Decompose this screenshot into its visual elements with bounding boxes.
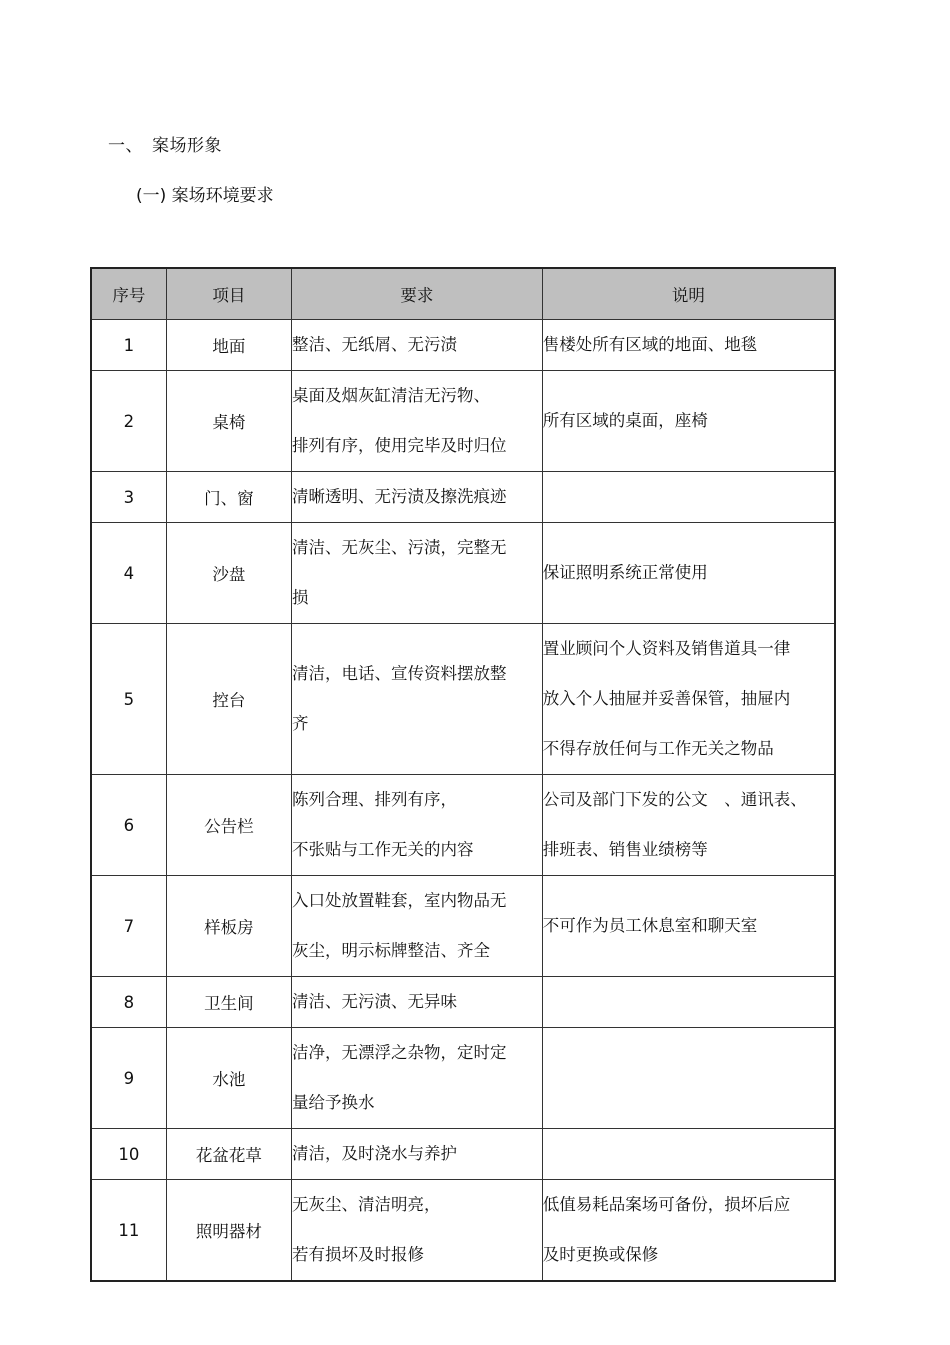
row-item: 照明器材 xyxy=(166,1180,291,1282)
row-note xyxy=(542,775,835,876)
row-item: 卫生间 xyxy=(166,977,291,1028)
table-row xyxy=(91,1028,835,1129)
requirements-table xyxy=(90,267,836,1282)
header-number: 序号 xyxy=(91,268,166,320)
row-requirement xyxy=(292,624,543,775)
header-item: 项目 xyxy=(166,268,291,320)
requirement-line: 清洁，电话、宣传资料摆放整 xyxy=(292,664,507,683)
requirement-line: 齐 xyxy=(292,714,309,733)
row-note xyxy=(542,523,835,624)
requirement-line: 清洁、无灰尘、污渍，完整无 xyxy=(292,538,507,557)
header-note: 说明 xyxy=(542,268,835,320)
requirement-line: 清洁，及时浇水与养护 xyxy=(292,1144,458,1163)
row-item: 沙盘 xyxy=(166,523,291,624)
section-heading xyxy=(108,131,222,156)
row-item: 水池 xyxy=(166,1028,291,1129)
requirement-line: 清晰透明、无污渍及擦洗痕迹 xyxy=(292,487,507,506)
row-number: 8 xyxy=(91,977,166,1028)
row-note xyxy=(542,1180,835,1282)
row-item: 花盆花草 xyxy=(166,1129,291,1180)
row-requirement xyxy=(292,775,543,876)
requirement-line: 桌面及烟灰缸清洁无污物、 xyxy=(292,386,491,405)
note-line: 不可作为员工休息室和聊天室 xyxy=(542,916,758,935)
row-number: 11 xyxy=(91,1180,166,1282)
note-line: 公司及部门下发的公文 、通讯表、 xyxy=(542,790,807,809)
requirement-line: 洁净，无漂浮之杂物，定时定 xyxy=(292,1043,507,1062)
row-requirement xyxy=(292,977,543,1028)
requirement-line: 损 xyxy=(292,588,309,607)
row-note xyxy=(542,977,835,1028)
table-row xyxy=(91,1129,835,1180)
row-requirement xyxy=(292,371,543,472)
table-row xyxy=(91,775,835,876)
note-line: 置业顾问个人资料及销售道具一律 xyxy=(542,639,791,658)
row-number: 10 xyxy=(91,1129,166,1180)
requirement-line: 无灰尘、清洁明亮， xyxy=(292,1195,441,1214)
subsection-heading: (一) 案场环境要求 xyxy=(136,186,274,206)
row-note xyxy=(542,1028,835,1129)
requirement-line: 清洁、无污渍、无异味 xyxy=(292,992,458,1011)
requirement-line: 灰尘，明示标牌整洁、齐全 xyxy=(292,941,491,960)
row-requirement xyxy=(292,320,543,371)
row-note xyxy=(542,371,835,472)
row-item: 样板房 xyxy=(166,876,291,977)
row-note xyxy=(542,320,835,371)
table-header-row xyxy=(91,268,835,320)
row-note xyxy=(542,1129,835,1180)
row-number: 7 xyxy=(91,876,166,977)
row-item: 公告栏 xyxy=(166,775,291,876)
table-row xyxy=(91,876,835,977)
row-number: 9 xyxy=(91,1028,166,1129)
row-number: 3 xyxy=(91,472,166,523)
table-row xyxy=(91,523,835,624)
row-requirement xyxy=(292,472,543,523)
header-requirement: 要求 xyxy=(292,268,543,320)
requirement-line: 整洁、无纸屑、无污渍 xyxy=(292,335,458,354)
row-item: 桌椅 xyxy=(166,371,291,472)
row-requirement xyxy=(292,1180,543,1282)
row-note xyxy=(542,472,835,523)
row-item: 门、窗 xyxy=(166,472,291,523)
row-requirement xyxy=(292,523,543,624)
row-number: 4 xyxy=(91,523,166,624)
requirement-line: 若有损坏及时报修 xyxy=(292,1245,425,1264)
row-requirement xyxy=(292,1129,543,1180)
note-line: 所有区域的桌面，座椅 xyxy=(542,411,708,430)
row-requirement xyxy=(292,876,543,977)
note-line: 低值易耗品案场可备份，损坏后应 xyxy=(542,1195,791,1214)
requirement-line: 不张贴与工作无关的内容 xyxy=(292,840,474,859)
row-requirement xyxy=(292,1028,543,1129)
note-line: 售楼处所有区域的地面、地毯 xyxy=(542,335,758,354)
row-item: 地面 xyxy=(166,320,291,371)
table-body xyxy=(91,320,835,1282)
table-row xyxy=(91,1180,835,1282)
row-note xyxy=(542,624,835,775)
note-line: 不得存放任何与工作无关之物品 xyxy=(542,739,774,758)
table-row xyxy=(91,624,835,775)
requirement-line: 陈列合理、排列有序， xyxy=(292,790,458,809)
note-line: 排班表、销售业绩榜等 xyxy=(542,840,708,859)
row-item: 控台 xyxy=(166,624,291,775)
table-row xyxy=(91,472,835,523)
row-number: 5 xyxy=(91,624,166,775)
table-row xyxy=(91,320,835,371)
row-number: 1 xyxy=(91,320,166,371)
note-line: 保证照明系统正常使用 xyxy=(542,563,708,582)
requirement-line: 量给予换水 xyxy=(292,1093,375,1112)
note-line: 及时更换或保修 xyxy=(542,1245,659,1264)
row-note xyxy=(542,876,835,977)
requirement-line: 入口处放置鞋套，室内物品无 xyxy=(292,891,507,910)
row-number: 2 xyxy=(91,371,166,472)
table-row xyxy=(91,371,835,472)
note-line: 放入个人抽屉并妥善保管，抽屉内 xyxy=(542,689,791,708)
section-title: 案场形象 xyxy=(152,136,222,156)
requirement-line: 排列有序，使用完毕及时归位 xyxy=(292,436,507,455)
row-number: 6 xyxy=(91,775,166,876)
table-row xyxy=(91,977,835,1028)
section-number: 一、 xyxy=(108,136,143,156)
